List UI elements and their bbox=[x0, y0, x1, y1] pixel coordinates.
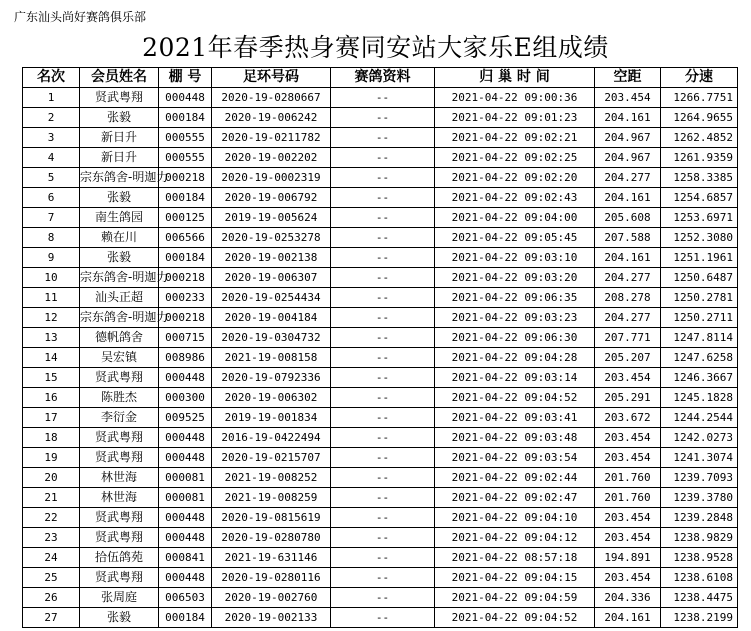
table-row bbox=[23, 568, 738, 588]
cell-speed: 1245.1828 bbox=[661, 388, 738, 408]
table-row bbox=[23, 468, 738, 488]
cell-rank: 21 bbox=[23, 488, 80, 508]
cell-member: 南生鸽园 bbox=[80, 208, 159, 228]
cell-rank: 14 bbox=[23, 348, 80, 368]
cell-loft: 000218 bbox=[159, 168, 212, 188]
cell-arrival-time: 2021-04-22 09:03:20 bbox=[435, 268, 595, 288]
cell-arrival-time: 2021-04-22 09:04:28 bbox=[435, 348, 595, 368]
cell-arrival-time: 2021-04-22 09:04:00 bbox=[435, 208, 595, 228]
cell-rank: 20 bbox=[23, 468, 80, 488]
cell-rank: 17 bbox=[23, 408, 80, 428]
table-row bbox=[23, 208, 738, 228]
cell-pigeon-info: -- bbox=[331, 148, 435, 168]
cell-loft: 000448 bbox=[159, 88, 212, 108]
cell-distance: 203.672 bbox=[595, 408, 661, 428]
cell-rank: 16 bbox=[23, 388, 80, 408]
cell-pigeon-info: -- bbox=[331, 168, 435, 188]
table-row bbox=[23, 488, 738, 508]
cell-arrival-time: 2021-04-22 09:02:21 bbox=[435, 128, 595, 148]
table-row bbox=[23, 308, 738, 328]
cell-distance: 207.771 bbox=[595, 328, 661, 348]
cell-distance: 194.891 bbox=[595, 548, 661, 568]
table-row bbox=[23, 528, 738, 548]
cell-ring: 2020-19-002138 bbox=[212, 248, 331, 268]
results-table bbox=[22, 67, 738, 628]
cell-loft: 000555 bbox=[159, 148, 212, 168]
cell-distance: 208.278 bbox=[595, 288, 661, 308]
cell-speed: 1244.2544 bbox=[661, 408, 738, 428]
cell-rank: 4 bbox=[23, 148, 80, 168]
cell-arrival-time: 2021-04-22 09:06:30 bbox=[435, 328, 595, 348]
cell-loft: 000448 bbox=[159, 368, 212, 388]
cell-ring: 2019-19-005624 bbox=[212, 208, 331, 228]
table-row bbox=[23, 388, 738, 408]
cell-loft: 000233 bbox=[159, 288, 212, 308]
cell-arrival-time: 2021-04-22 09:04:59 bbox=[435, 588, 595, 608]
cell-rank: 1 bbox=[23, 88, 80, 108]
cell-ring: 2020-19-006302 bbox=[212, 388, 331, 408]
cell-ring: 2020-19-002133 bbox=[212, 608, 331, 628]
cell-distance: 204.161 bbox=[595, 608, 661, 628]
cell-member: 张毅 bbox=[80, 108, 159, 128]
cell-loft: 000081 bbox=[159, 468, 212, 488]
table-row bbox=[23, 608, 738, 628]
col-header-distance: 空距 bbox=[595, 68, 661, 88]
cell-speed: 1246.3667 bbox=[661, 368, 738, 388]
cell-distance: 203.454 bbox=[595, 88, 661, 108]
cell-rank: 13 bbox=[23, 328, 80, 348]
cell-distance: 204.161 bbox=[595, 108, 661, 128]
cell-member: 新日升 bbox=[80, 148, 159, 168]
cell-rank: 10 bbox=[23, 268, 80, 288]
cell-member: 张毅 bbox=[80, 248, 159, 268]
col-header-pigeon-info: 赛鸽资料 bbox=[331, 68, 435, 88]
cell-arrival-time: 2021-04-22 09:05:45 bbox=[435, 228, 595, 248]
cell-speed: 1238.6108 bbox=[661, 568, 738, 588]
cell-speed: 1247.8114 bbox=[661, 328, 738, 348]
table-row bbox=[23, 168, 738, 188]
cell-member: 宗东鸽舍-明迦力 bbox=[80, 308, 159, 328]
cell-speed: 1250.6487 bbox=[661, 268, 738, 288]
col-header-rank: 名次 bbox=[23, 68, 80, 88]
cell-arrival-time: 2021-04-22 09:02:20 bbox=[435, 168, 595, 188]
cell-ring: 2020-19-0254434 bbox=[212, 288, 331, 308]
cell-distance: 201.760 bbox=[595, 488, 661, 508]
cell-loft: 000184 bbox=[159, 108, 212, 128]
cell-rank: 22 bbox=[23, 508, 80, 528]
cell-pigeon-info: -- bbox=[331, 288, 435, 308]
cell-member: 贤武粤翔 bbox=[80, 508, 159, 528]
cell-member: 贤武粤翔 bbox=[80, 88, 159, 108]
cell-member: 贤武粤翔 bbox=[80, 568, 159, 588]
cell-pigeon-info: -- bbox=[331, 128, 435, 148]
cell-speed: 1251.1961 bbox=[661, 248, 738, 268]
cell-pigeon-info: -- bbox=[331, 388, 435, 408]
table-row bbox=[23, 368, 738, 388]
cell-pigeon-info: -- bbox=[331, 328, 435, 348]
cell-member: 吴宏镇 bbox=[80, 348, 159, 368]
cell-distance: 203.454 bbox=[595, 528, 661, 548]
cell-pigeon-info: -- bbox=[331, 548, 435, 568]
cell-loft: 000448 bbox=[159, 528, 212, 548]
col-header-speed: 分速 bbox=[661, 68, 738, 88]
cell-arrival-time: 2021-04-22 09:03:23 bbox=[435, 308, 595, 328]
cell-distance: 203.454 bbox=[595, 448, 661, 468]
cell-distance: 203.454 bbox=[595, 428, 661, 448]
cell-arrival-time: 2021-04-22 09:03:41 bbox=[435, 408, 595, 428]
cell-pigeon-info: -- bbox=[331, 308, 435, 328]
cell-speed: 1252.3080 bbox=[661, 228, 738, 248]
cell-distance: 205.207 bbox=[595, 348, 661, 368]
cell-loft: 009525 bbox=[159, 408, 212, 428]
cell-arrival-time: 2021-04-22 09:03:14 bbox=[435, 368, 595, 388]
cell-member: 张毅 bbox=[80, 188, 159, 208]
cell-ring: 2021-19-008158 bbox=[212, 348, 331, 368]
cell-loft: 000448 bbox=[159, 448, 212, 468]
cell-speed: 1261.9359 bbox=[661, 148, 738, 168]
cell-distance: 205.291 bbox=[595, 388, 661, 408]
cell-member: 德帆鸽舍 bbox=[80, 328, 159, 348]
cell-pigeon-info: -- bbox=[331, 248, 435, 268]
cell-loft: 008986 bbox=[159, 348, 212, 368]
cell-pigeon-info: -- bbox=[331, 428, 435, 448]
cell-pigeon-info: -- bbox=[331, 408, 435, 428]
table-row bbox=[23, 448, 738, 468]
cell-member: 赖在川 bbox=[80, 228, 159, 248]
cell-speed: 1266.7751 bbox=[661, 88, 738, 108]
cell-speed: 1250.2711 bbox=[661, 308, 738, 328]
cell-speed: 1238.2199 bbox=[661, 608, 738, 628]
cell-distance: 204.277 bbox=[595, 308, 661, 328]
table-row bbox=[23, 188, 738, 208]
cell-member: 贤武粤翔 bbox=[80, 528, 159, 548]
table-row bbox=[23, 548, 738, 568]
cell-loft: 000448 bbox=[159, 568, 212, 588]
cell-member: 张周庭 bbox=[80, 588, 159, 608]
cell-member: 贤武粤翔 bbox=[80, 448, 159, 468]
cell-arrival-time: 2021-04-22 09:01:23 bbox=[435, 108, 595, 128]
cell-loft: 000555 bbox=[159, 128, 212, 148]
cell-rank: 18 bbox=[23, 428, 80, 448]
cell-pigeon-info: -- bbox=[331, 208, 435, 228]
cell-distance: 203.454 bbox=[595, 568, 661, 588]
cell-pigeon-info: -- bbox=[331, 488, 435, 508]
table-row bbox=[23, 248, 738, 268]
table-row bbox=[23, 268, 738, 288]
cell-arrival-time: 2021-04-22 08:57:18 bbox=[435, 548, 595, 568]
cell-rank: 7 bbox=[23, 208, 80, 228]
cell-speed: 1239.2848 bbox=[661, 508, 738, 528]
cell-arrival-time: 2021-04-22 09:03:48 bbox=[435, 428, 595, 448]
cell-distance: 207.588 bbox=[595, 228, 661, 248]
cell-ring: 2020-19-006792 bbox=[212, 188, 331, 208]
cell-rank: 9 bbox=[23, 248, 80, 268]
cell-speed: 1253.6971 bbox=[661, 208, 738, 228]
cell-ring: 2020-19-006307 bbox=[212, 268, 331, 288]
cell-loft: 006566 bbox=[159, 228, 212, 248]
cell-loft: 000184 bbox=[159, 608, 212, 628]
cell-member: 贤武粤翔 bbox=[80, 368, 159, 388]
cell-arrival-time: 2021-04-22 09:04:52 bbox=[435, 388, 595, 408]
cell-member: 李衍金 bbox=[80, 408, 159, 428]
cell-speed: 1250.2781 bbox=[661, 288, 738, 308]
page-title: 2021年春季热身赛同安站大家乐E组成绩 bbox=[142, 33, 609, 62]
cell-arrival-time: 2021-04-22 09:00:36 bbox=[435, 88, 595, 108]
table-row bbox=[23, 228, 738, 248]
cell-member: 宗东鸽舍-明迦力 bbox=[80, 268, 159, 288]
cell-arrival-time: 2021-04-22 09:03:10 bbox=[435, 248, 595, 268]
cell-distance: 204.967 bbox=[595, 148, 661, 168]
cell-distance: 204.161 bbox=[595, 188, 661, 208]
cell-speed: 1238.9528 bbox=[661, 548, 738, 568]
cell-speed: 1238.4475 bbox=[661, 588, 738, 608]
cell-distance: 205.608 bbox=[595, 208, 661, 228]
cell-pigeon-info: -- bbox=[331, 188, 435, 208]
cell-loft: 000448 bbox=[159, 508, 212, 528]
cell-member: 林世海 bbox=[80, 488, 159, 508]
cell-ring: 2020-19-0215707 bbox=[212, 448, 331, 468]
table-row bbox=[23, 408, 738, 428]
cell-loft: 000218 bbox=[159, 268, 212, 288]
cell-arrival-time: 2021-04-22 09:04:15 bbox=[435, 568, 595, 588]
table-row bbox=[23, 88, 738, 108]
table-row bbox=[23, 148, 738, 168]
cell-rank: 23 bbox=[23, 528, 80, 548]
cell-pigeon-info: -- bbox=[331, 588, 435, 608]
club-name: 广东汕头尚好赛鸽俱乐部 bbox=[14, 10, 147, 24]
cell-pigeon-info: -- bbox=[331, 608, 435, 628]
cell-arrival-time: 2021-04-22 09:03:54 bbox=[435, 448, 595, 468]
cell-ring: 2021-19-631146 bbox=[212, 548, 331, 568]
cell-member: 新日升 bbox=[80, 128, 159, 148]
cell-loft: 000448 bbox=[159, 428, 212, 448]
cell-loft: 000125 bbox=[159, 208, 212, 228]
cell-rank: 11 bbox=[23, 288, 80, 308]
cell-rank: 26 bbox=[23, 588, 80, 608]
cell-ring: 2021-19-008252 bbox=[212, 468, 331, 488]
cell-pigeon-info: -- bbox=[331, 348, 435, 368]
cell-pigeon-info: -- bbox=[331, 448, 435, 468]
col-header-loft: 棚 号 bbox=[159, 68, 212, 88]
cell-loft: 000715 bbox=[159, 328, 212, 348]
cell-speed: 1239.3780 bbox=[661, 488, 738, 508]
cell-pigeon-info: -- bbox=[331, 528, 435, 548]
cell-ring: 2020-19-0280667 bbox=[212, 88, 331, 108]
cell-speed: 1258.3385 bbox=[661, 168, 738, 188]
table-row bbox=[23, 508, 738, 528]
cell-member: 贤武粤翔 bbox=[80, 428, 159, 448]
cell-loft: 006503 bbox=[159, 588, 212, 608]
cell-speed: 1247.6258 bbox=[661, 348, 738, 368]
cell-speed: 1241.3074 bbox=[661, 448, 738, 468]
cell-pigeon-info: -- bbox=[331, 468, 435, 488]
cell-speed: 1242.0273 bbox=[661, 428, 738, 448]
cell-loft: 000081 bbox=[159, 488, 212, 508]
cell-member: 汕头正超 bbox=[80, 288, 159, 308]
table-row bbox=[23, 348, 738, 368]
cell-rank: 25 bbox=[23, 568, 80, 588]
cell-ring: 2020-19-0002319 bbox=[212, 168, 331, 188]
col-header-member: 会员姓名 bbox=[80, 68, 159, 88]
col-header-ring: 足环号码 bbox=[212, 68, 331, 88]
cell-pigeon-info: -- bbox=[331, 368, 435, 388]
cell-distance: 203.454 bbox=[595, 368, 661, 388]
cell-rank: 15 bbox=[23, 368, 80, 388]
cell-rank: 6 bbox=[23, 188, 80, 208]
cell-rank: 8 bbox=[23, 228, 80, 248]
cell-arrival-time: 2021-04-22 09:02:25 bbox=[435, 148, 595, 168]
cell-pigeon-info: -- bbox=[331, 88, 435, 108]
cell-loft: 000841 bbox=[159, 548, 212, 568]
cell-rank: 5 bbox=[23, 168, 80, 188]
cell-ring: 2020-19-0211782 bbox=[212, 128, 331, 148]
cell-member: 林世海 bbox=[80, 468, 159, 488]
cell-pigeon-info: -- bbox=[331, 228, 435, 248]
cell-loft: 000184 bbox=[159, 248, 212, 268]
cell-arrival-time: 2021-04-22 09:04:12 bbox=[435, 528, 595, 548]
cell-loft: 000300 bbox=[159, 388, 212, 408]
cell-rank: 2 bbox=[23, 108, 80, 128]
cell-ring: 2020-19-0815619 bbox=[212, 508, 331, 528]
cell-pigeon-info: -- bbox=[331, 108, 435, 128]
cell-loft: 000218 bbox=[159, 308, 212, 328]
cell-ring: 2020-19-0280780 bbox=[212, 528, 331, 548]
cell-ring: 2019-19-001834 bbox=[212, 408, 331, 428]
table-row bbox=[23, 288, 738, 308]
cell-distance: 204.967 bbox=[595, 128, 661, 148]
col-header-arrival-time: 归 巢 时 间 bbox=[435, 68, 595, 88]
cell-arrival-time: 2021-04-22 09:02:43 bbox=[435, 188, 595, 208]
cell-rank: 27 bbox=[23, 608, 80, 628]
cell-speed: 1262.4852 bbox=[661, 128, 738, 148]
cell-speed: 1239.7093 bbox=[661, 468, 738, 488]
cell-ring: 2020-19-0280116 bbox=[212, 568, 331, 588]
cell-speed: 1264.9655 bbox=[661, 108, 738, 128]
cell-speed: 1238.9829 bbox=[661, 528, 738, 548]
cell-member: 宗东鸽舍-明迦力 bbox=[80, 168, 159, 188]
cell-distance: 204.277 bbox=[595, 168, 661, 188]
cell-arrival-time: 2021-04-22 09:04:52 bbox=[435, 608, 595, 628]
cell-loft: 000184 bbox=[159, 188, 212, 208]
cell-member: 拾伍鸽苑 bbox=[80, 548, 159, 568]
cell-ring: 2020-19-0253278 bbox=[212, 228, 331, 248]
cell-rank: 19 bbox=[23, 448, 80, 468]
cell-ring: 2016-19-0422494 bbox=[212, 428, 331, 448]
cell-rank: 3 bbox=[23, 128, 80, 148]
cell-distance: 204.161 bbox=[595, 248, 661, 268]
cell-arrival-time: 2021-04-22 09:02:44 bbox=[435, 468, 595, 488]
table-row bbox=[23, 128, 738, 148]
cell-pigeon-info: -- bbox=[331, 268, 435, 288]
cell-distance: 204.277 bbox=[595, 268, 661, 288]
cell-ring: 2020-19-002760 bbox=[212, 588, 331, 608]
cell-ring: 2020-19-0792336 bbox=[212, 368, 331, 388]
table-row bbox=[23, 108, 738, 128]
cell-arrival-time: 2021-04-22 09:04:10 bbox=[435, 508, 595, 528]
header-row bbox=[23, 68, 738, 88]
cell-pigeon-info: -- bbox=[331, 568, 435, 588]
cell-ring: 2020-19-004184 bbox=[212, 308, 331, 328]
cell-member: 陈胜杰 bbox=[80, 388, 159, 408]
cell-ring: 2020-19-002202 bbox=[212, 148, 331, 168]
cell-distance: 203.454 bbox=[595, 508, 661, 528]
cell-ring: 2020-19-006242 bbox=[212, 108, 331, 128]
cell-ring: 2021-19-008259 bbox=[212, 488, 331, 508]
cell-arrival-time: 2021-04-22 09:02:47 bbox=[435, 488, 595, 508]
cell-pigeon-info: -- bbox=[331, 508, 435, 528]
table-row bbox=[23, 428, 738, 448]
cell-arrival-time: 2021-04-22 09:06:35 bbox=[435, 288, 595, 308]
table-row bbox=[23, 328, 738, 348]
table-row bbox=[23, 588, 738, 608]
cell-rank: 12 bbox=[23, 308, 80, 328]
cell-speed: 1254.6857 bbox=[661, 188, 738, 208]
cell-ring: 2020-19-0304732 bbox=[212, 328, 331, 348]
cell-distance: 201.760 bbox=[595, 468, 661, 488]
cell-distance: 204.336 bbox=[595, 588, 661, 608]
cell-member: 张毅 bbox=[80, 608, 159, 628]
cell-rank: 24 bbox=[23, 548, 80, 568]
